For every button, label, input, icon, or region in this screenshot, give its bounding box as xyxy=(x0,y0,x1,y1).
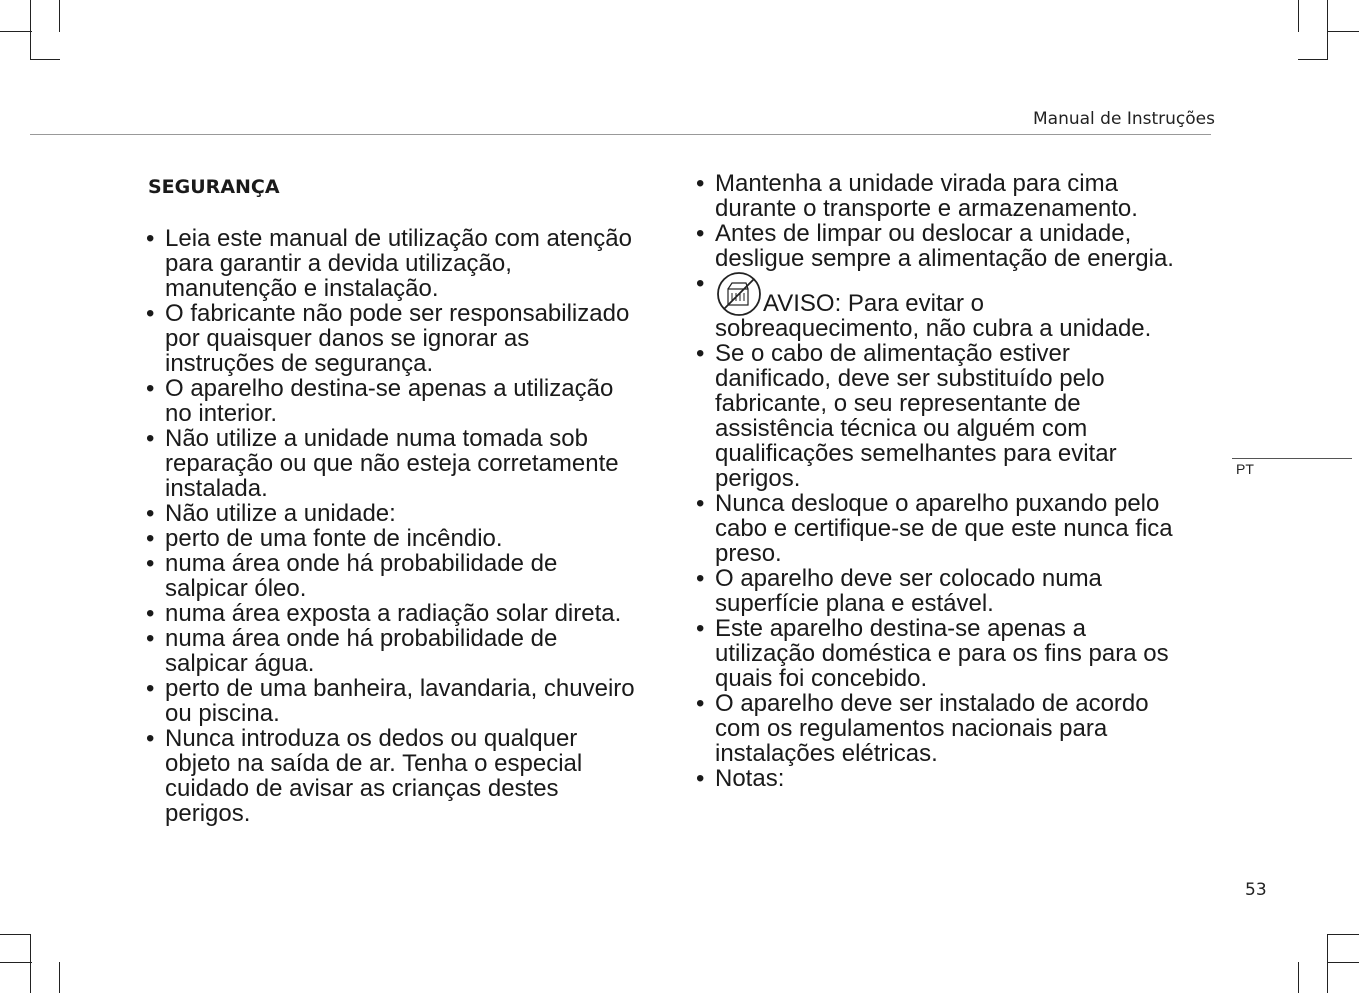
list-item xyxy=(695,566,1215,616)
safety-list-right-bottom xyxy=(695,341,1215,791)
item-text-line: manutenção e instalação. xyxy=(165,275,439,302)
list-item xyxy=(145,676,670,726)
list-item xyxy=(145,376,670,426)
item-text-line: Antes de limpar ou deslocar a unidade, xyxy=(715,220,1132,247)
bullet: • xyxy=(696,170,705,197)
item-text-line: salpicar óleo. xyxy=(165,575,307,602)
item-text-line: numa área exposta a radiação solar direta. xyxy=(165,600,622,627)
bullet: • xyxy=(696,270,705,297)
item-text-line: para garantir a devida utilização, xyxy=(165,250,512,277)
list-item xyxy=(145,551,670,601)
item-text-line: Não utilize a unidade numa tomada sob xyxy=(165,425,588,452)
list-item xyxy=(145,226,670,301)
page-number: 53 xyxy=(1245,880,1267,900)
item-text-line: utilização doméstica e para os fins para os xyxy=(715,640,1169,667)
list-item xyxy=(695,221,1215,271)
crop-mark xyxy=(0,31,32,32)
bullet: • xyxy=(146,425,155,452)
item-text-line: numa área onde há probabilidade de xyxy=(165,625,558,652)
list-item xyxy=(145,501,670,526)
list-item xyxy=(695,616,1215,691)
list-item xyxy=(145,301,670,376)
bullet: • xyxy=(696,220,705,247)
item-text-line: Se o cabo de alimentação estiver xyxy=(715,340,1070,367)
bullet: • xyxy=(146,525,155,552)
item-text-line: qualificações semelhantes para evitar xyxy=(715,440,1117,467)
item-text-line: Não utilize a unidade: xyxy=(165,500,396,527)
item-text-line: salpicar água. xyxy=(165,650,315,677)
bullet: • xyxy=(696,340,705,367)
bullet: • xyxy=(146,300,155,327)
item-text-line: perigos. xyxy=(165,800,251,827)
item-text-line: numa área onde há probabilidade de xyxy=(165,550,558,577)
item-text-line: reparação ou que não esteja corretamente xyxy=(165,450,619,477)
item-text-line: Este aparelho destina-se apenas a xyxy=(715,615,1086,642)
list-item xyxy=(695,491,1215,566)
item-text-line: Leia este manual de utilização com atenção xyxy=(165,225,632,252)
item-text-line: assistência técnica ou alguém com xyxy=(715,415,1088,442)
item-text-line: O aparelho destina-se apenas a utilização xyxy=(165,375,614,402)
list-item xyxy=(695,341,1215,491)
manual-header-title: Manual de Instruções xyxy=(1033,109,1215,129)
list-item xyxy=(695,766,1215,791)
bullet: • xyxy=(146,500,155,527)
do-not-cover-icon xyxy=(716,271,762,317)
crop-mark xyxy=(0,962,32,963)
item-text-line: ou piscina. xyxy=(165,700,280,727)
list-item xyxy=(695,171,1215,221)
list-item xyxy=(695,691,1215,766)
crop-mark xyxy=(30,0,31,60)
item-text-line: O aparelho deve ser colocado numa xyxy=(715,565,1102,592)
bullet: • xyxy=(146,625,155,652)
bullet: • xyxy=(146,675,155,702)
section-title: SEGURANÇA xyxy=(148,176,280,198)
crop-mark xyxy=(1298,962,1299,993)
warning-list xyxy=(695,271,1215,341)
bullet: • xyxy=(146,225,155,252)
item-text-line: desligue sempre a alimentação de energia. xyxy=(715,245,1174,272)
safety-list-right-top xyxy=(695,171,1215,271)
list-item xyxy=(145,526,670,551)
item-text-line: cabo e certifique-se de que este nunca fica xyxy=(715,515,1173,542)
bullet: • xyxy=(146,550,155,577)
item-text-line: superfície plana e estável. xyxy=(715,590,994,617)
warning-text-line2: sobreaquecimento, não cubra a unidade. xyxy=(715,315,1152,342)
item-text-line: Notas: xyxy=(715,765,785,792)
warning-text-line1: AVISO: Para evitar o xyxy=(763,290,984,317)
item-text-line: O fabricante não pode ser responsabilizado xyxy=(165,300,630,327)
list-item xyxy=(145,626,670,676)
item-text-line: no interior. xyxy=(165,400,278,427)
item-text-line: com os regulamentos nacionais para xyxy=(715,715,1108,742)
item-text-line: por quaisquer danos se ignorar as xyxy=(165,325,530,352)
item-text-line: perto de uma banheira, lavandaria, chuveiro xyxy=(165,675,635,702)
list-item xyxy=(145,726,670,826)
item-text-line: Nunca desloque o aparelho puxando pelo xyxy=(715,490,1160,517)
crop-mark xyxy=(59,0,60,32)
item-text-line: durante o transporte e armazenamento. xyxy=(715,195,1138,222)
crop-mark xyxy=(1327,31,1359,32)
warning-item xyxy=(695,271,1215,341)
language-tag: PT xyxy=(1236,461,1254,477)
crop-mark xyxy=(1298,59,1328,60)
crop-mark xyxy=(59,962,60,993)
crop-mark xyxy=(1298,0,1299,32)
item-text-line: objeto na saída de ar. Tenha o especial xyxy=(165,750,583,777)
item-text-line: fabricante, o seu representante de xyxy=(715,390,1081,417)
list-item xyxy=(145,601,670,626)
crop-mark xyxy=(1327,0,1328,60)
language-rule xyxy=(1232,458,1352,459)
bullet: • xyxy=(696,490,705,517)
list-item xyxy=(145,426,670,501)
bullet: • xyxy=(696,690,705,717)
bullet: • xyxy=(146,725,155,752)
item-text-line: Nunca introduza os dedos ou qualquer xyxy=(165,725,578,752)
crop-mark xyxy=(1327,934,1359,935)
right-column xyxy=(695,171,1215,791)
bullet: • xyxy=(696,615,705,642)
item-text-line: Mantenha a unidade virada para cima xyxy=(715,170,1118,197)
item-text-line: perigos. xyxy=(715,465,801,492)
item-text-line: instruções de segurança. xyxy=(165,350,434,377)
bullet: • xyxy=(146,375,155,402)
crop-mark xyxy=(30,59,60,60)
item-text-line: perto de uma fonte de incêndio. xyxy=(165,525,503,552)
item-text-line: instalações elétricas. xyxy=(715,740,938,767)
crop-mark xyxy=(1327,934,1328,993)
header-rule xyxy=(30,134,1211,135)
item-text-line: instalada. xyxy=(165,475,268,502)
bullet: • xyxy=(696,765,705,792)
crop-mark xyxy=(0,934,31,935)
crop-mark xyxy=(1327,962,1359,963)
item-text-line: cuidado de avisar as crianças destes xyxy=(165,775,559,802)
safety-list-left xyxy=(145,226,670,826)
bullet: • xyxy=(146,600,155,627)
bullet: • xyxy=(696,565,705,592)
item-text-line: quais foi concebido. xyxy=(715,665,928,692)
item-text-line: danificado, deve ser substituído pelo xyxy=(715,365,1105,392)
item-text-line: O aparelho deve ser instalado de acordo xyxy=(715,690,1149,717)
left-column xyxy=(145,226,670,826)
item-text-line: preso. xyxy=(715,540,782,567)
crop-mark xyxy=(30,934,31,993)
